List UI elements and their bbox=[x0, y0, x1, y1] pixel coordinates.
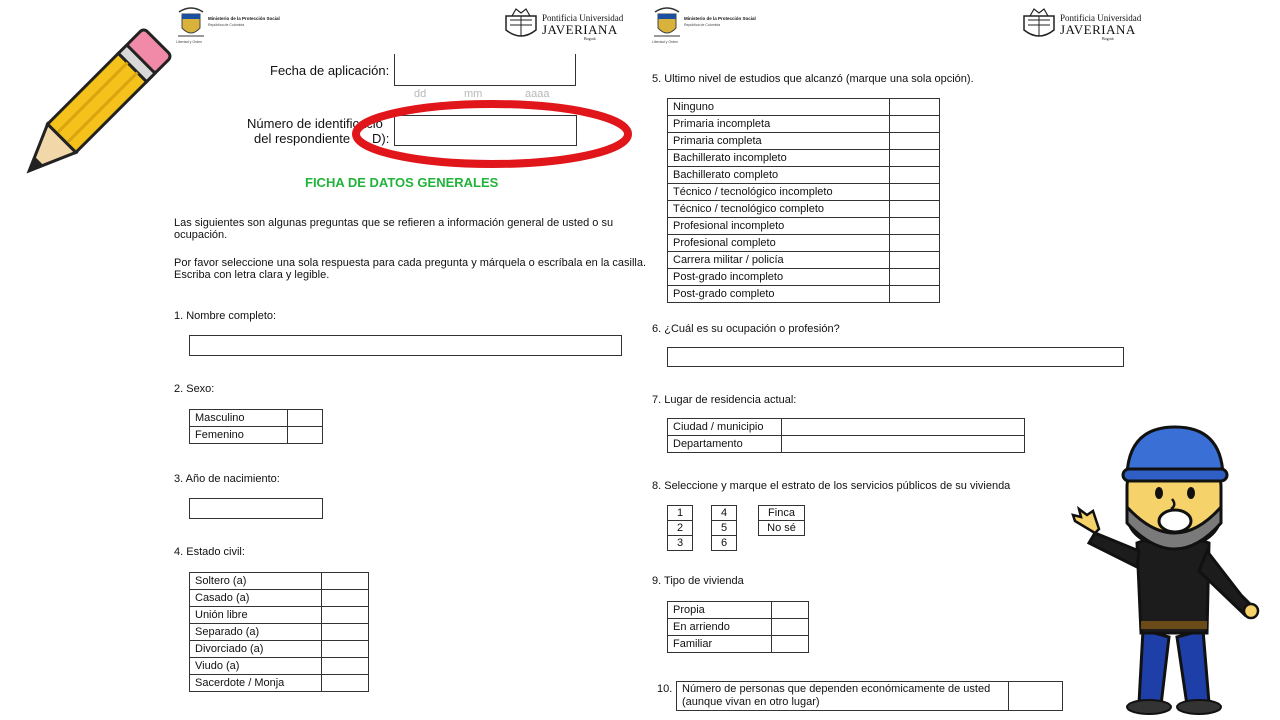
q8-stratum-3[interactable]: 3 bbox=[667, 535, 693, 551]
date-hint-aaaa: aaaa bbox=[525, 88, 550, 100]
date-year-field[interactable] bbox=[502, 54, 576, 86]
intro-1-line-b: ocupación. bbox=[174, 229, 228, 241]
q1-label: 1. Nombre completo: bbox=[174, 310, 277, 322]
q2-checkbox-femenino[interactable] bbox=[288, 427, 323, 444]
q8-stratum-2[interactable]: 2 bbox=[667, 520, 693, 536]
q7-label: 7. Lugar de residencia actual: bbox=[652, 394, 797, 406]
q5-option-label: Ninguno bbox=[668, 99, 890, 116]
q5-option-label: Profesional completo bbox=[668, 235, 890, 252]
cartoon-man-illustration bbox=[1065, 425, 1265, 717]
ministry-name: Ministerio de la Protección Social bbox=[684, 16, 756, 21]
q8-no-se[interactable]: No sé bbox=[758, 520, 805, 536]
intro-paragraph-1 bbox=[174, 217, 622, 241]
intro-paragraph-2 bbox=[174, 257, 647, 281]
uni-city: Bogotá bbox=[584, 36, 596, 41]
q4-row bbox=[190, 658, 369, 675]
q9-row bbox=[668, 602, 809, 619]
colombia-coat-of-arms-icon bbox=[652, 6, 682, 44]
q2-sex-table bbox=[189, 409, 323, 444]
q4-option-label: Viudo (a) bbox=[190, 658, 322, 675]
q10-text-line2: (aunque vivan en otro lugar) bbox=[682, 696, 820, 708]
q5-checkbox[interactable] bbox=[890, 167, 940, 184]
q8-label: 8. Seleccione y marque el estrato de los servicios públicos de su vivienda bbox=[652, 480, 1011, 492]
q4-checkbox[interactable] bbox=[322, 624, 369, 641]
q5-row bbox=[668, 133, 940, 150]
q5-row bbox=[668, 252, 940, 269]
date-day-field[interactable] bbox=[394, 54, 450, 86]
q8-stratum-6[interactable]: 6 bbox=[711, 535, 737, 551]
q5-option-label: Carrera militar / policía bbox=[668, 252, 890, 269]
ministry-motto: Libertad y Orden bbox=[652, 40, 679, 44]
q5-option-label: Post-grado completo bbox=[668, 286, 890, 303]
date-hint-dd: dd bbox=[414, 88, 427, 100]
q7-department-field[interactable] bbox=[782, 436, 1025, 453]
q5-checkbox[interactable] bbox=[890, 201, 940, 218]
q5-option-label: Bachillerato incompleto bbox=[668, 150, 890, 167]
q9-row bbox=[668, 636, 809, 653]
university-crest-icon bbox=[1020, 6, 1058, 42]
q5-checkbox[interactable] bbox=[890, 218, 940, 235]
q4-option-label: Separado (a) bbox=[190, 624, 322, 641]
uni-name: JAVERIANA bbox=[1060, 22, 1136, 37]
q4-label: 4. Estado civil: bbox=[174, 546, 245, 558]
uni-top: Pontificia Universidad bbox=[1060, 13, 1142, 23]
university-logo bbox=[1020, 6, 1142, 44]
q9-option-label: En arriendo bbox=[668, 619, 772, 636]
ministry-logo bbox=[176, 6, 280, 46]
q4-checkbox[interactable] bbox=[322, 675, 369, 692]
q10-question-box bbox=[676, 681, 1009, 711]
q5-row bbox=[668, 184, 940, 201]
q7-option-label: Ciudad / municipio bbox=[668, 419, 782, 436]
q5-checkbox[interactable] bbox=[890, 99, 940, 116]
q5-row bbox=[668, 116, 940, 133]
q7-option-label: Departamento bbox=[668, 436, 782, 453]
q5-row bbox=[668, 201, 940, 218]
q10-dependents-field[interactable] bbox=[1008, 681, 1063, 711]
q6-occupation-field[interactable] bbox=[667, 347, 1124, 367]
q2-option-label: Masculino bbox=[190, 410, 288, 427]
id-label-line3: D): bbox=[372, 131, 390, 146]
ministry-name: Ministerio de la Protección Social bbox=[208, 16, 280, 21]
intro-1-line-a: Las siguientes son algunas preguntas que se refieren a información general de usted o su bbox=[174, 217, 614, 229]
q5-label: 5. Ultimo nivel de estudios que alcanzó (marque una sola opción). bbox=[652, 73, 974, 85]
q9-checkbox[interactable] bbox=[772, 636, 809, 653]
q5-option-label: Técnico / tecnológico completo bbox=[668, 201, 890, 218]
uni-top: Pontificia Universidad bbox=[542, 13, 624, 23]
q4-row bbox=[190, 607, 369, 624]
q4-checkbox[interactable] bbox=[322, 573, 369, 590]
q4-civil-status-table bbox=[189, 572, 369, 692]
q5-option-label: Primaria incompleta bbox=[668, 116, 890, 133]
q3-birth-year-field[interactable] bbox=[189, 498, 323, 519]
q5-checkbox[interactable] bbox=[890, 184, 940, 201]
id-label-line1: Número de identificació bbox=[247, 116, 383, 131]
q7-row bbox=[668, 419, 1025, 436]
q4-option-label: Soltero (a) bbox=[190, 573, 322, 590]
fecha-label: Fecha de aplicación: bbox=[270, 63, 390, 78]
q5-row bbox=[668, 269, 940, 286]
q7-residence-table bbox=[667, 418, 1025, 453]
q5-row bbox=[668, 99, 940, 116]
date-hint-mm: mm bbox=[464, 88, 483, 100]
q5-row bbox=[668, 150, 940, 167]
q7-row bbox=[668, 436, 1025, 453]
q9-row bbox=[668, 619, 809, 636]
q4-row bbox=[190, 573, 369, 590]
q9-checkbox[interactable] bbox=[772, 619, 809, 636]
q10-text-line1: Número de personas que dependen económicamente de usted bbox=[682, 683, 991, 695]
q4-option-label: Unión libre bbox=[190, 607, 322, 624]
q5-checkbox[interactable] bbox=[890, 269, 940, 286]
q9-label: 9. Tipo de vivienda bbox=[652, 575, 744, 587]
q5-education-table bbox=[667, 98, 940, 303]
q5-option-label: Bachillerato completo bbox=[668, 167, 890, 184]
q4-row bbox=[190, 590, 369, 607]
q8-stratum-5[interactable]: 5 bbox=[711, 520, 737, 536]
q5-row bbox=[668, 286, 940, 303]
q4-option-label: Sacerdote / Monja bbox=[190, 675, 322, 692]
uni-city: Bogotá bbox=[1102, 36, 1114, 41]
q5-row bbox=[668, 167, 940, 184]
q2-label: 2. Sexo: bbox=[174, 383, 215, 395]
ministry-motto: Libertad y Orden bbox=[176, 40, 203, 44]
q5-checkbox[interactable] bbox=[890, 235, 940, 252]
q5-option-label: Técnico / tecnológico incompleto bbox=[668, 184, 890, 201]
q4-checkbox[interactable] bbox=[322, 590, 369, 607]
q5-checkbox[interactable] bbox=[890, 286, 940, 303]
q5-checkbox[interactable] bbox=[890, 133, 940, 150]
q9-checkbox[interactable] bbox=[772, 602, 809, 619]
q5-option-label: Post-grado incompleto bbox=[668, 269, 890, 286]
q4-checkbox[interactable] bbox=[322, 658, 369, 675]
q5-checkbox[interactable] bbox=[890, 116, 940, 133]
q5-checkbox[interactable] bbox=[890, 150, 940, 167]
q4-option-label: Casado (a) bbox=[190, 590, 322, 607]
q4-row bbox=[190, 624, 369, 641]
q8-finca[interactable]: Finca bbox=[758, 505, 805, 521]
q5-row bbox=[668, 235, 940, 252]
q9-option-label: Familiar bbox=[668, 636, 772, 653]
colombia-coat-of-arms-icon bbox=[176, 6, 206, 44]
ministry-logo bbox=[652, 6, 756, 46]
annotation-circle bbox=[350, 98, 635, 170]
q4-checkbox[interactable] bbox=[322, 607, 369, 624]
q10-number: 10. bbox=[657, 683, 673, 695]
intro-2-line-a: Por favor seleccione una sola respuesta para cada pregunta y márquela o escríbala en la casilla. bbox=[174, 257, 647, 269]
q4-option-label: Divorciado (a) bbox=[190, 641, 322, 658]
q9-housing-table bbox=[667, 601, 809, 653]
pencil-icon bbox=[8, 28, 173, 193]
q3-label: 3. Año de nacimiento: bbox=[174, 473, 280, 485]
q5-option-label: Profesional incompleto bbox=[668, 218, 890, 235]
ministry-sub: República de Colombia bbox=[208, 23, 245, 27]
q4-row bbox=[190, 675, 369, 692]
ministry-sub: República de Colombia bbox=[684, 23, 721, 27]
university-crest-icon bbox=[502, 6, 540, 42]
q5-option-label: Primaria completa bbox=[668, 133, 890, 150]
q5-checkbox[interactable] bbox=[890, 252, 940, 269]
q8-stratum-1[interactable]: 1 bbox=[667, 505, 693, 521]
q6-label: 6. ¿Cuál es su ocupación o profesión? bbox=[652, 323, 840, 335]
q2-row-masculino bbox=[190, 410, 323, 427]
q2-option-label: Femenino bbox=[190, 427, 288, 444]
form-title: FICHA DE DATOS GENERALES bbox=[305, 175, 499, 190]
id-label-line2: del respondiente bbox=[254, 131, 351, 146]
q5-row bbox=[668, 218, 940, 235]
q4-row bbox=[190, 641, 369, 658]
uni-name: JAVERIANA bbox=[542, 22, 618, 37]
q1-name-field[interactable] bbox=[189, 335, 622, 356]
q4-checkbox[interactable] bbox=[322, 641, 369, 658]
intro-2-line-b: Escriba con letra clara y legible. bbox=[174, 269, 330, 281]
date-month-field[interactable] bbox=[448, 54, 503, 86]
q9-option-label: Propia bbox=[668, 602, 772, 619]
q2-checkbox-masculino[interactable] bbox=[288, 410, 323, 427]
university-logo bbox=[502, 6, 624, 44]
q2-row-femenino bbox=[190, 427, 323, 444]
q7-city-field[interactable] bbox=[782, 419, 1025, 436]
q8-stratum-4[interactable]: 4 bbox=[711, 505, 737, 521]
